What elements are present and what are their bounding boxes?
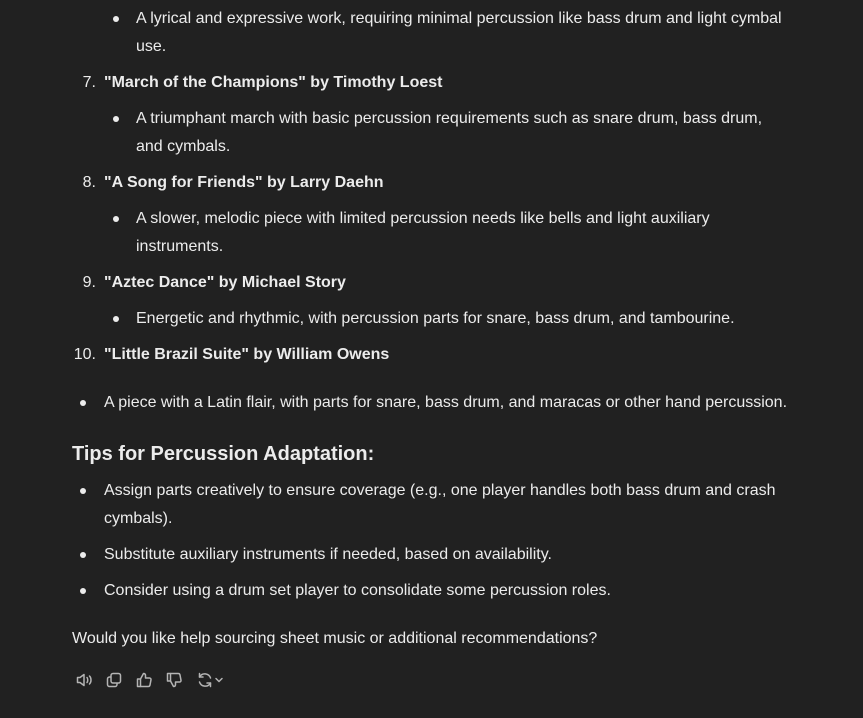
refresh-icon: [196, 671, 214, 689]
tip-1-line-2: cymbals).: [104, 510, 173, 527]
item-10-number: 10.: [73, 346, 96, 363]
item-8-title: "A Song for Friends" by Larry Daehn: [104, 174, 384, 191]
thumbs-up-button[interactable]: [132, 668, 156, 692]
item-9-title: "Aztec Dance" by Michael Story: [104, 274, 346, 291]
item-8-sub-line-1: A slower, melodic piece with limited percussion needs like bells and light auxiliary: [136, 210, 710, 227]
item-7-sub-line-1: A triumphant march with basic percussion requirements such as snare drum, bass drum,: [136, 110, 763, 127]
bullet-dot: [113, 116, 119, 122]
bullet-dot: [80, 400, 86, 406]
bullet-dot: [113, 216, 119, 222]
item-9-sub-line-1: Energetic and rhythmic, with percussion parts for snare, bass drum, and tambourine.: [136, 310, 735, 327]
regenerate-button[interactable]: [192, 668, 228, 692]
item-10-title: "Little Brazil Suite" by William Owens: [104, 346, 390, 363]
bullet-dot: [113, 16, 119, 22]
read-aloud-button[interactable]: [72, 668, 96, 692]
bullet-dot: [113, 316, 119, 322]
item-6-sub-line-1: A lyrical and expressive work, requiring minimal percussion like bass drum and light cymbal: [136, 10, 782, 27]
item-8-sub-line-2: instruments.: [136, 238, 224, 255]
thumbs-down-icon: [165, 671, 183, 689]
item-7-sub-line-2: and cymbals.: [136, 138, 231, 155]
tip-2-line-1: Substitute auxiliary instruments if needed, based on availability.: [104, 546, 552, 563]
item-10-sub-line-1: A piece with a Latin flair, with parts for snare, bass drum, and maracas or other hand percussion.: [104, 394, 788, 411]
tip-1-line-1: Assign parts creatively to ensure coverage (e.g., one player handles both bass drum and crash: [104, 482, 776, 499]
bullet-dot: [80, 588, 86, 594]
tip-3-line-1: Consider using a drum set player to consolidate some percussion roles.: [104, 582, 611, 599]
speaker-icon: [75, 671, 93, 689]
thumbs-up-icon: [135, 671, 153, 689]
tips-heading: Tips for Percussion Adaptation:: [72, 443, 375, 465]
item-7-number: 7.: [82, 74, 96, 91]
item-7-title: "March of the Champions" by Timothy Loest: [104, 74, 443, 91]
closing-question: Would you like help sourcing sheet music or additional recommendations?: [72, 630, 598, 647]
bullet-dot: [80, 552, 86, 558]
item-6-sub-line-2: use.: [136, 38, 167, 55]
bullet-dot: [80, 488, 86, 494]
copy-button[interactable]: [102, 668, 126, 692]
copy-icon: [105, 671, 123, 689]
item-8-number: 8.: [82, 174, 96, 191]
item-9-number: 9.: [82, 274, 96, 291]
thumbs-down-button[interactable]: [162, 668, 186, 692]
message-action-bar: [72, 668, 234, 692]
chevron-down-icon: [214, 675, 224, 685]
